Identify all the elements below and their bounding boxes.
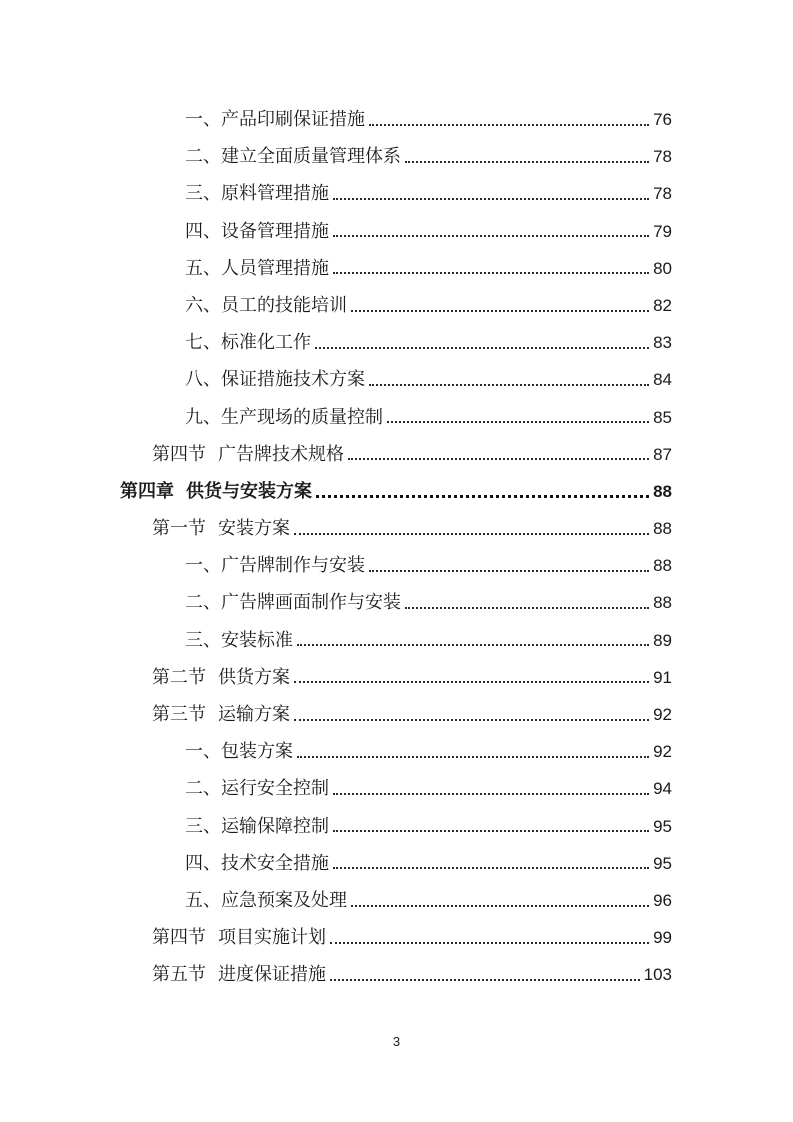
toc-subsection[interactable] xyxy=(0,250,793,287)
dot-leader xyxy=(333,830,649,832)
dot-leader xyxy=(294,719,649,721)
dot-leader xyxy=(351,905,649,907)
toc-page-number: 99 xyxy=(653,928,672,948)
dot-leader xyxy=(369,124,649,126)
toc-page-number: 82 xyxy=(653,295,672,315)
toc-subsection[interactable] xyxy=(0,361,793,398)
toc-page-number: 79 xyxy=(653,221,672,241)
toc-label xyxy=(185,101,365,138)
toc-label xyxy=(152,659,290,696)
toc-title: 安装标准 xyxy=(221,629,293,651)
page-number: 3 xyxy=(392,1034,401,1049)
toc-label xyxy=(185,882,347,919)
toc-page-number: 95 xyxy=(653,816,672,836)
toc-page-number: 95 xyxy=(653,853,672,873)
toc-subsection[interactable] xyxy=(0,622,793,659)
dot-leader xyxy=(405,607,649,609)
toc-subsection[interactable] xyxy=(0,547,793,584)
table-of-contents xyxy=(0,101,793,994)
toc-label xyxy=(120,473,312,510)
dot-leader xyxy=(369,570,649,572)
toc-page-number: 76 xyxy=(653,110,672,129)
toc-subsection[interactable] xyxy=(0,584,793,621)
toc-title: 运行安全控制 xyxy=(221,778,329,800)
toc-page-number: 92 xyxy=(653,705,672,724)
dot-leader xyxy=(333,793,649,795)
toc-page-number: 89 xyxy=(653,630,672,650)
toc-title: 进度保证措施 xyxy=(218,964,326,986)
toc-subsection[interactable] xyxy=(0,138,793,175)
toc-page-number: 78 xyxy=(653,184,672,204)
toc-label xyxy=(185,287,347,324)
toc-title: 包装方案 xyxy=(221,741,293,763)
toc-number: 八、 xyxy=(185,369,221,391)
toc-number: 第四节 xyxy=(152,927,206,949)
toc-title: 原料管理措施 xyxy=(221,183,329,205)
toc-number: 四、 xyxy=(185,220,221,242)
toc-label xyxy=(185,175,329,212)
dot-leader xyxy=(369,384,649,386)
toc-number: 第四章 xyxy=(120,480,174,502)
toc-title: 供货方案 xyxy=(218,666,290,688)
toc-number: 第四节 xyxy=(152,443,206,465)
toc-page-number: 80 xyxy=(653,258,672,278)
toc-label xyxy=(185,250,329,287)
toc-title: 项目实施计划 xyxy=(218,927,326,949)
toc-title: 广告牌画面制作与安装 xyxy=(221,592,401,614)
toc-subsection[interactable] xyxy=(0,808,793,845)
toc-number: 三、 xyxy=(185,629,221,651)
dot-leader xyxy=(330,942,649,944)
dot-leader xyxy=(297,756,649,758)
dot-leader xyxy=(333,235,649,237)
toc-chapter[interactable] xyxy=(0,473,793,510)
toc-section[interactable] xyxy=(0,510,793,547)
toc-label xyxy=(185,138,401,175)
toc-title: 员工的技能培训 xyxy=(221,294,347,316)
toc-label xyxy=(185,770,329,807)
toc-label xyxy=(185,324,311,361)
toc-label xyxy=(152,436,344,473)
toc-label xyxy=(185,361,365,398)
toc-page-number: 92 xyxy=(653,742,672,762)
toc-page-number: 88 xyxy=(653,481,672,501)
toc-number: 五、 xyxy=(185,889,221,911)
toc-title: 标准化工作 xyxy=(221,332,311,354)
dot-leader xyxy=(405,161,649,163)
toc-page-number: 88 xyxy=(653,519,672,539)
toc-subsection[interactable] xyxy=(0,287,793,324)
toc-section[interactable] xyxy=(0,436,793,473)
toc-number: 一、 xyxy=(185,109,221,130)
toc-number: 三、 xyxy=(185,183,221,205)
toc-number: 一、 xyxy=(185,741,221,763)
dot-leader xyxy=(294,533,649,535)
dot-leader xyxy=(333,272,649,274)
toc-label xyxy=(152,956,326,993)
toc-page-number: 103 xyxy=(643,965,672,985)
toc-title: 生产现场的质量控制 xyxy=(221,406,383,428)
toc-label xyxy=(152,919,326,956)
toc-number: 第二节 xyxy=(152,666,206,688)
toc-number: 第五节 xyxy=(152,964,206,986)
toc-section[interactable] xyxy=(0,696,793,733)
dot-leader xyxy=(294,681,649,683)
toc-title: 运输方案 xyxy=(218,704,290,725)
dot-leader xyxy=(315,347,649,349)
toc-title: 安装方案 xyxy=(218,518,290,540)
toc-title: 产品印刷保证措施 xyxy=(221,109,365,130)
dot-leader xyxy=(348,458,649,460)
toc-page-number: 91 xyxy=(653,667,672,687)
toc-label xyxy=(185,399,383,436)
toc-title: 保证措施技术方案 xyxy=(221,369,365,391)
toc-number: 第一节 xyxy=(152,518,206,540)
dot-leader xyxy=(330,979,640,981)
toc-number: 二、 xyxy=(185,592,221,614)
toc-title: 技术安全措施 xyxy=(221,852,329,874)
toc-title: 设备管理措施 xyxy=(221,220,329,242)
toc-section[interactable] xyxy=(0,919,793,956)
toc-subsection[interactable] xyxy=(0,175,793,212)
toc-label xyxy=(185,808,329,845)
dot-leader xyxy=(333,867,649,869)
toc-number: 四、 xyxy=(185,852,221,874)
dot-leader xyxy=(333,198,649,200)
toc-page-number: 87 xyxy=(653,444,672,464)
dot-leader xyxy=(316,495,649,498)
toc-subsection[interactable] xyxy=(0,213,793,250)
toc-number: 三、 xyxy=(185,815,221,837)
toc-subsection[interactable] xyxy=(0,399,793,436)
toc-label xyxy=(185,622,293,659)
toc-page-number: 83 xyxy=(653,333,672,353)
toc-number: 二、 xyxy=(185,778,221,800)
toc-number: 六、 xyxy=(185,294,221,316)
toc-number: 五、 xyxy=(185,257,221,279)
toc-number: 二、 xyxy=(185,146,221,168)
toc-subsection[interactable] xyxy=(0,733,793,770)
toc-title: 人员管理措施 xyxy=(221,257,329,279)
toc-title: 供货与安装方案 xyxy=(186,480,312,502)
toc-page-number: 88 xyxy=(653,556,672,576)
toc-label xyxy=(152,696,290,733)
toc-page-number: 96 xyxy=(653,890,672,910)
toc-label xyxy=(185,547,365,584)
toc-page-number: 78 xyxy=(653,147,672,167)
toc-number: 九、 xyxy=(185,406,221,428)
toc-page-number: 88 xyxy=(653,593,672,613)
toc-subsection[interactable] xyxy=(0,324,793,361)
toc-label xyxy=(185,845,329,882)
toc-label xyxy=(185,213,329,250)
toc-page-number: 94 xyxy=(653,779,672,799)
toc-section[interactable] xyxy=(0,956,793,993)
toc-title: 运输保障控制 xyxy=(221,815,329,837)
dot-leader xyxy=(351,310,649,312)
toc-page-number: 85 xyxy=(653,407,672,427)
dot-leader xyxy=(387,421,649,423)
toc-label xyxy=(185,733,293,770)
toc-number: 第三节 xyxy=(152,704,206,725)
toc-label xyxy=(152,510,290,547)
toc-subsection[interactable] xyxy=(0,845,793,882)
toc-section[interactable] xyxy=(0,659,793,696)
toc-title: 广告牌制作与安装 xyxy=(221,555,365,577)
toc-page-number: 84 xyxy=(653,370,672,390)
toc-number: 七、 xyxy=(185,332,221,354)
toc-number: 一、 xyxy=(185,555,221,577)
dot-leader xyxy=(297,644,649,646)
toc-subsection[interactable] xyxy=(0,882,793,919)
toc-title: 应急预案及处理 xyxy=(221,889,347,911)
toc-title: 建立全面质量管理体系 xyxy=(221,146,401,168)
toc-title: 广告牌技术规格 xyxy=(218,443,344,465)
toc-subsection[interactable] xyxy=(0,770,793,807)
toc-subsection[interactable] xyxy=(0,101,793,138)
toc-label xyxy=(185,584,401,621)
